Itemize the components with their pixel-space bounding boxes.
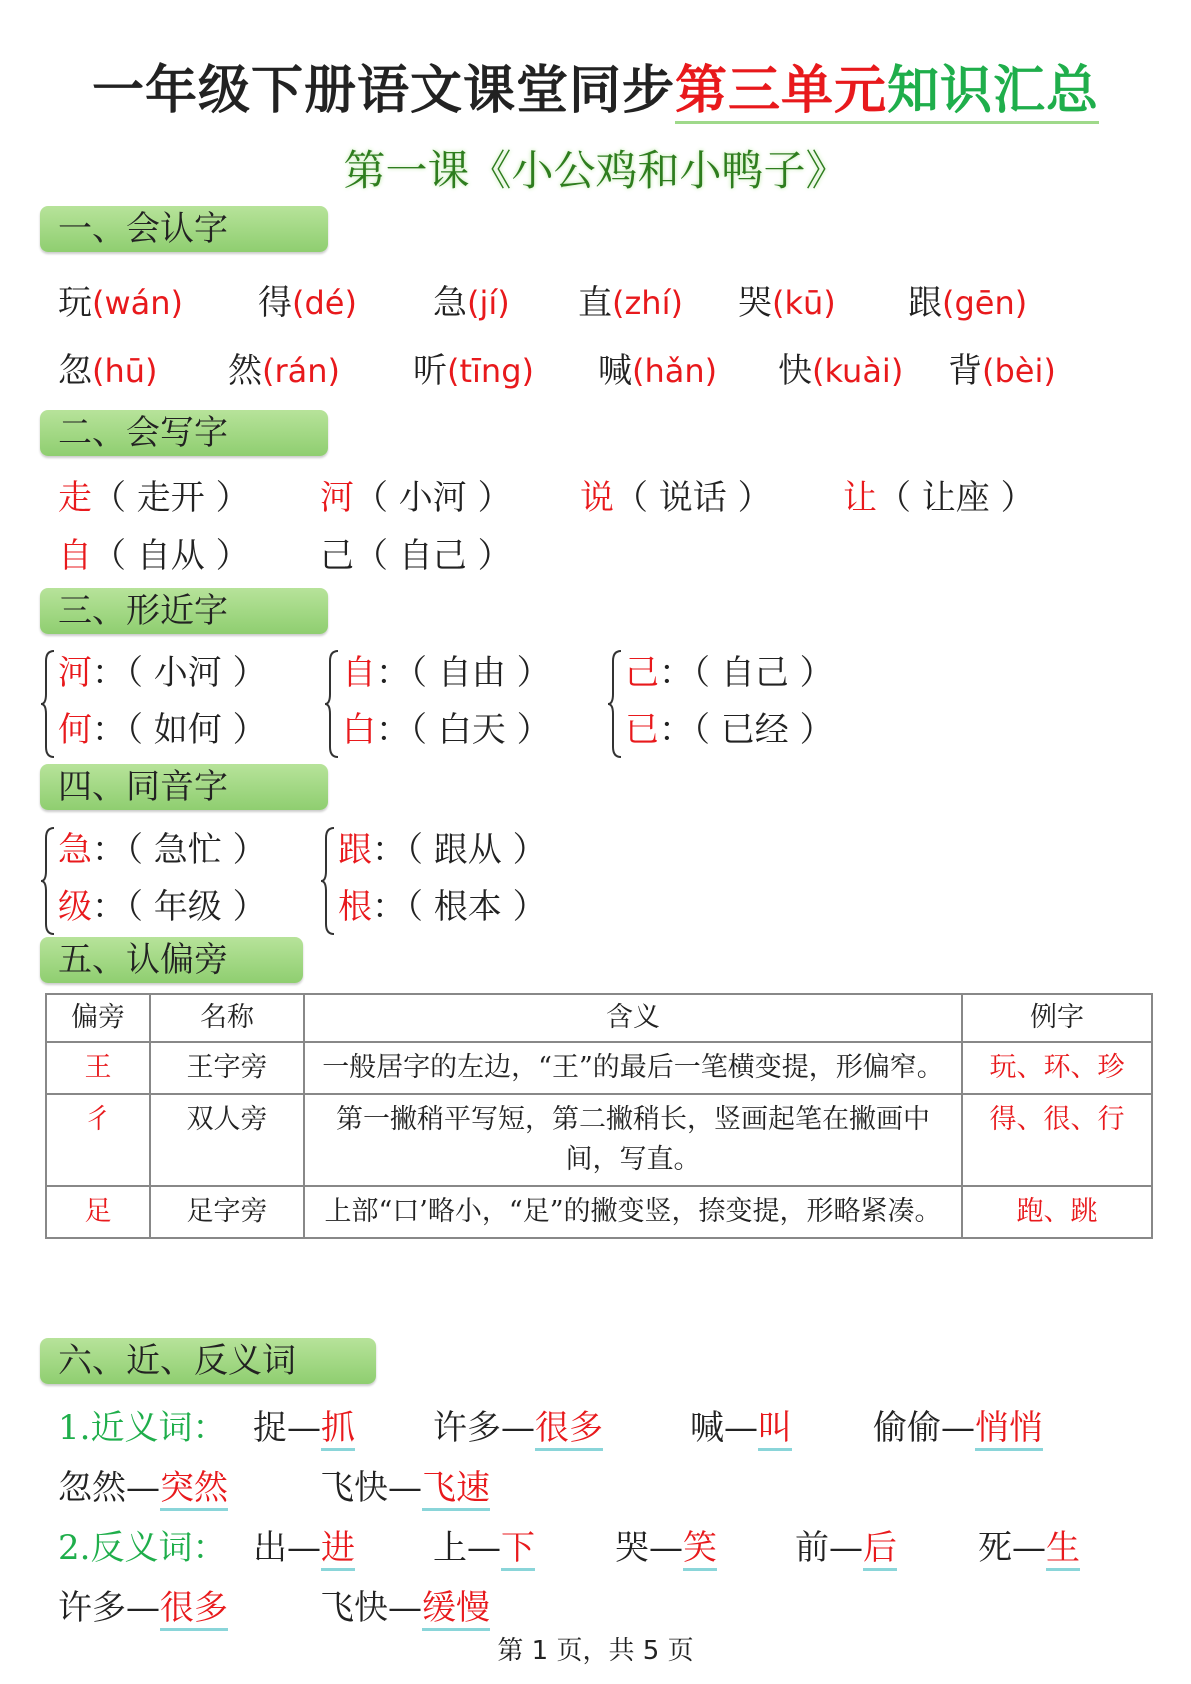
example-word: ：（ 跟从 ） xyxy=(372,830,547,870)
pinyin: (jí) xyxy=(467,284,510,322)
character: 让 xyxy=(843,478,877,518)
char-pinyin-item xyxy=(778,343,903,392)
character: 急 xyxy=(433,283,467,323)
col-header: 名称 xyxy=(150,994,304,1042)
character: 已 xyxy=(625,710,659,750)
pinyin: (kuài) xyxy=(812,352,904,390)
char-pinyin-item xyxy=(598,343,717,392)
character: 忽 xyxy=(58,351,92,391)
pinyin: (tīng) xyxy=(447,352,534,390)
answer-word: 下 xyxy=(501,1528,535,1571)
example-word: （ 小河 ） xyxy=(354,478,512,518)
table-cell: 得、很、行 xyxy=(962,1094,1152,1186)
section-heading-2: 二、会写字 xyxy=(40,410,328,456)
answer-word: 笑 xyxy=(683,1528,717,1571)
list-label: 1.近义词： xyxy=(58,1408,227,1448)
table-cell: 玩、环、珍 xyxy=(962,1042,1152,1094)
write-char-item xyxy=(843,470,1035,519)
word: 哭— xyxy=(615,1528,683,1568)
character: 说 xyxy=(580,478,614,518)
character: 直 xyxy=(578,283,612,323)
pinyin: (rán) xyxy=(262,352,341,390)
word-pair xyxy=(615,1520,717,1569)
brace-icon xyxy=(320,826,336,936)
col-header: 偏旁 xyxy=(46,994,150,1042)
character: 然 xyxy=(228,351,262,391)
pinyin: (dé) xyxy=(292,284,357,322)
char-pair-item xyxy=(58,645,267,694)
table-cell: 王 xyxy=(46,1042,150,1094)
answer-word: 悄悄 xyxy=(975,1408,1043,1451)
char-pinyin-item xyxy=(58,275,183,324)
pinyin: (bèi) xyxy=(982,352,1056,390)
char-pinyin-item xyxy=(948,343,1056,392)
character: 河 xyxy=(58,653,92,693)
word: 前— xyxy=(795,1528,863,1568)
page-footer: 第 1 页，共 5 页 xyxy=(497,1636,694,1666)
character: 白 xyxy=(342,710,376,750)
word: 许多— xyxy=(433,1408,535,1448)
character: 己 xyxy=(320,536,354,576)
char-pinyin-item xyxy=(738,275,836,324)
write-char-item xyxy=(58,528,250,577)
answer-word: 生 xyxy=(1046,1528,1080,1571)
char-pinyin-item xyxy=(258,275,357,324)
answer-word: 很多 xyxy=(535,1408,603,1451)
word: 上— xyxy=(433,1528,501,1568)
word-pair xyxy=(58,1580,228,1629)
answer-word: 抓 xyxy=(321,1408,355,1451)
write-char-item xyxy=(320,528,512,577)
word-pair xyxy=(978,1520,1080,1569)
table-cell: 双人旁 xyxy=(150,1094,304,1186)
word: 许多— xyxy=(58,1588,160,1628)
write-char-item xyxy=(58,470,250,519)
word: 飞快— xyxy=(320,1588,422,1628)
word-pair xyxy=(795,1520,897,1569)
pinyin: (hū) xyxy=(92,352,158,390)
word-pair xyxy=(320,1580,490,1629)
table-row xyxy=(46,1042,1152,1094)
example-word: ：（ 根本 ） xyxy=(372,887,547,927)
table-cell: 上部“口’略小，“足”的撇变竖，捺变提，形略紧凑。 xyxy=(304,1186,962,1238)
section-heading-1: 一、会认字 xyxy=(40,206,328,252)
char-pair-item xyxy=(58,879,267,928)
pinyin: (wán) xyxy=(92,284,184,322)
character: 急 xyxy=(58,830,92,870)
table-cell: 跑、跳 xyxy=(962,1186,1152,1238)
table-row xyxy=(46,1186,1152,1238)
example-word: （ 走开 ） xyxy=(92,478,250,518)
character: 走 xyxy=(58,478,92,518)
title-unit: 第三单元 xyxy=(674,61,887,121)
word-pair xyxy=(433,1400,603,1449)
word: 忽然— xyxy=(58,1468,160,1508)
table-cell: 第一撇稍平写短，第二撇稍长，竖画起笔在撇画中间，写直。 xyxy=(304,1094,962,1186)
example-word: （ 说话 ） xyxy=(614,478,772,518)
char-pair-item xyxy=(625,702,834,751)
section-heading-3: 三、形近字 xyxy=(40,588,328,634)
page-title xyxy=(0,48,1191,123)
brace-icon xyxy=(40,826,56,936)
example-word: ：（ 已经 ） xyxy=(659,710,834,750)
pinyin: (gēn) xyxy=(942,284,1028,322)
character: 哭 xyxy=(738,283,772,323)
table-row xyxy=(46,1094,1152,1186)
example-word: （ 自己 ） xyxy=(354,536,512,576)
example-word: ：（ 年级 ） xyxy=(92,887,267,927)
character: 快 xyxy=(778,351,812,391)
section-heading-6: 六、近、反义词 xyxy=(40,1338,376,1384)
word-pair xyxy=(873,1400,1043,1449)
word: 死— xyxy=(978,1528,1046,1568)
write-char-item xyxy=(580,470,772,519)
lesson-title: 第一课《小公鸡和小鸭子》 xyxy=(343,146,848,195)
char-pair-item xyxy=(338,879,547,928)
example-word: （ 自从 ） xyxy=(92,536,250,576)
character: 喊 xyxy=(598,351,632,391)
character: 玩 xyxy=(58,283,92,323)
char-pinyin-item xyxy=(228,343,340,392)
word-pair xyxy=(690,1400,792,1449)
word: 飞快— xyxy=(320,1468,422,1508)
example-word: ：（ 自由 ） xyxy=(376,653,551,693)
char-pinyin-item xyxy=(58,343,158,392)
col-header: 例字 xyxy=(962,994,1152,1042)
word: 偷偷— xyxy=(873,1408,975,1448)
word-pair xyxy=(320,1460,490,1509)
answer-word: 很多 xyxy=(160,1588,228,1631)
character: 自 xyxy=(58,536,92,576)
character: 听 xyxy=(413,351,447,391)
table-cell: 足 xyxy=(46,1186,150,1238)
pinyin: (hǎn) xyxy=(632,352,718,390)
word: 喊— xyxy=(690,1408,758,1448)
title-main: 一年级下册语文课堂同步 xyxy=(91,61,675,121)
table-cell: 一般居字的左边，“王”的最后一笔横变提，形偏窄。 xyxy=(304,1042,962,1094)
answer-word: 突然 xyxy=(160,1468,228,1511)
title-summary: 知识汇总 xyxy=(887,61,1100,121)
character: 跟 xyxy=(338,830,372,870)
brace-icon xyxy=(324,649,340,759)
example-word: ：（ 如何 ） xyxy=(92,710,267,750)
character: 得 xyxy=(258,283,292,323)
char-pinyin-item xyxy=(908,275,1027,324)
word-pair xyxy=(253,1520,355,1569)
character: 河 xyxy=(320,478,354,518)
answer-word: 飞速 xyxy=(422,1468,490,1511)
character: 级 xyxy=(58,887,92,927)
section-heading-5: 五、认偏旁 xyxy=(40,937,303,983)
radicals-table xyxy=(45,993,1153,1239)
word-pair xyxy=(253,1400,355,1449)
list-label: 2.反义词： xyxy=(58,1528,227,1568)
answer-word: 缓慢 xyxy=(422,1588,490,1631)
write-char-item xyxy=(320,470,512,519)
brace-icon xyxy=(607,649,623,759)
word-pair xyxy=(58,1460,228,1509)
example-word: ：（ 急忙 ） xyxy=(92,830,267,870)
char-pair-item xyxy=(625,645,834,694)
example-word: ：（ 自己 ） xyxy=(659,653,834,693)
example-word: ：（ 小河 ） xyxy=(92,653,267,693)
example-word: ：（ 白天 ） xyxy=(376,710,551,750)
example-word: （ 让座 ） xyxy=(877,478,1035,518)
char-pair-item xyxy=(338,822,547,871)
word: 捉— xyxy=(253,1408,321,1448)
char-pinyin-item xyxy=(413,343,534,392)
table-cell: 足字旁 xyxy=(150,1186,304,1238)
answer-word: 进 xyxy=(321,1528,355,1571)
character: 跟 xyxy=(908,283,942,323)
word: 出— xyxy=(253,1528,321,1568)
table-cell: 彳 xyxy=(46,1094,150,1186)
character: 背 xyxy=(948,351,982,391)
table-cell: 王字旁 xyxy=(150,1042,304,1094)
col-header: 含义 xyxy=(304,994,962,1042)
pinyin: (zhí) xyxy=(612,284,683,322)
answer-word: 后 xyxy=(863,1528,897,1571)
char-pair-item xyxy=(342,645,551,694)
section-heading-4: 四、同音字 xyxy=(40,764,328,810)
char-pinyin-item xyxy=(433,275,510,324)
word-pair xyxy=(433,1520,535,1569)
character: 自 xyxy=(342,653,376,693)
character: 何 xyxy=(58,710,92,750)
brace-icon xyxy=(40,649,56,759)
char-pair-item xyxy=(342,702,551,751)
char-pinyin-item xyxy=(578,275,683,324)
char-pair-item xyxy=(58,822,267,871)
answer-word: 叫 xyxy=(758,1408,792,1451)
character: 己 xyxy=(625,653,659,693)
character: 根 xyxy=(338,887,372,927)
char-pair-item xyxy=(58,702,267,751)
pinyin: (kū) xyxy=(772,284,836,322)
